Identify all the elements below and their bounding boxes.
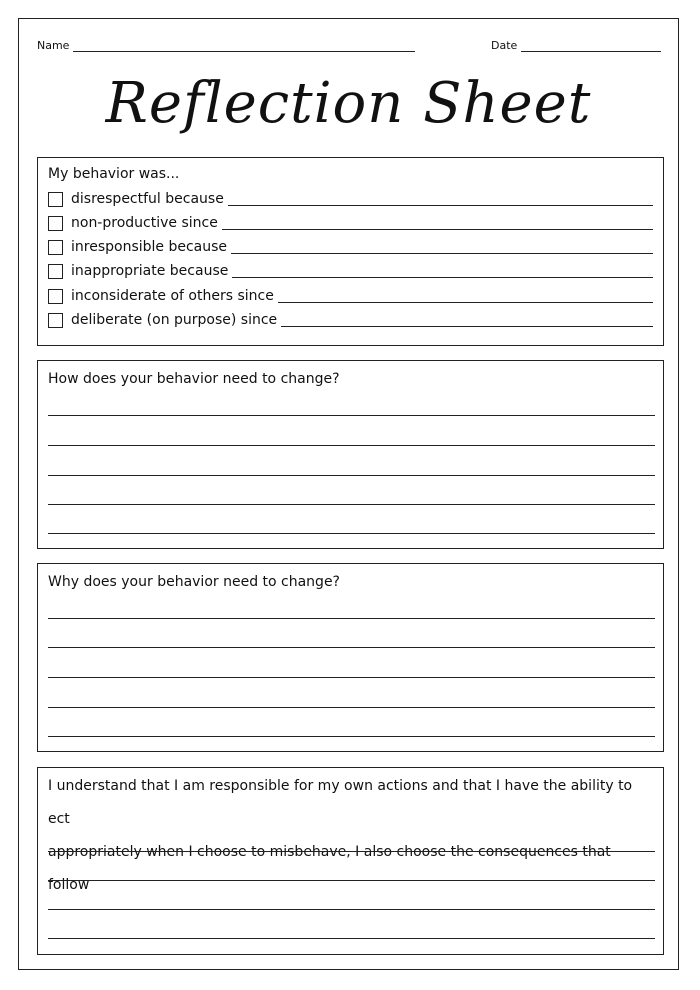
behavior-prompt: My behavior was...: [48, 166, 180, 182]
behavior-option-label: non-productive since: [71, 215, 218, 231]
checkbox[interactable]: [48, 264, 63, 279]
behavior-option-row[interactable]: [48, 237, 653, 257]
question-box-how: [37, 360, 664, 549]
writing-line[interactable]: [48, 533, 655, 534]
behavior-option-label: inresponsible because: [71, 239, 228, 255]
answer-line[interactable]: [232, 264, 653, 278]
name-label: Name: [37, 39, 70, 52]
worksheet-page: [18, 18, 679, 970]
statement-box: [37, 767, 664, 955]
writing-line[interactable]: [48, 880, 655, 881]
behavior-option-row[interactable]: [48, 189, 653, 209]
page-title: Reflection Sheet: [105, 71, 592, 136]
behavior-option-label: deliberate (on purpose) since: [71, 312, 278, 328]
checkbox[interactable]: [48, 289, 63, 304]
checkbox[interactable]: [48, 192, 63, 207]
writing-line[interactable]: [48, 909, 655, 910]
writing-line[interactable]: [48, 736, 655, 737]
answer-line[interactable]: [278, 289, 653, 303]
answer-line[interactable]: [222, 216, 653, 230]
writing-line[interactable]: [48, 851, 655, 852]
answer-line[interactable]: [281, 313, 653, 327]
checkbox[interactable]: [48, 216, 63, 231]
writing-line[interactable]: [48, 618, 655, 619]
behavior-box: [37, 157, 664, 346]
question-prompt-how: How does your behavior need to change?: [48, 371, 340, 387]
writing-line[interactable]: [48, 707, 655, 708]
statement-line-2: appropriately when I choose to misbehave, I also choose the consequences that follow: [48, 844, 611, 893]
writing-line[interactable]: [48, 475, 655, 476]
behavior-option-label: inconsiderate of others since: [71, 288, 274, 304]
writing-line[interactable]: [48, 647, 655, 648]
statement-text: [48, 770, 655, 902]
behavior-option-row[interactable]: [48, 213, 653, 233]
date-line[interactable]: [521, 41, 661, 52]
date-field[interactable]: [491, 39, 661, 52]
writing-line[interactable]: [48, 445, 655, 446]
behavior-option-row[interactable]: [48, 310, 653, 330]
writing-line[interactable]: [48, 415, 655, 416]
behavior-option-label: inappropriate because: [71, 263, 229, 279]
writing-line[interactable]: [48, 504, 655, 505]
checkbox[interactable]: [48, 313, 63, 328]
question-box-why: [37, 563, 664, 752]
date-label: Date: [491, 39, 518, 52]
behavior-option-label: disrespectful because: [71, 191, 224, 207]
answer-line[interactable]: [231, 240, 653, 254]
name-line[interactable]: [73, 41, 415, 52]
behavior-option-row[interactable]: [48, 286, 653, 306]
answer-line[interactable]: [228, 192, 653, 206]
writing-line[interactable]: [48, 938, 655, 939]
writing-line[interactable]: [48, 677, 655, 678]
question-prompt-why: Why does your behavior need to change?: [48, 574, 340, 590]
name-field[interactable]: [37, 39, 415, 52]
behavior-option-row[interactable]: [48, 261, 653, 281]
checkbox[interactable]: [48, 240, 63, 255]
statement-line-1: I understand that I am responsible for my own actions and that I have the ability to ect: [48, 778, 633, 827]
